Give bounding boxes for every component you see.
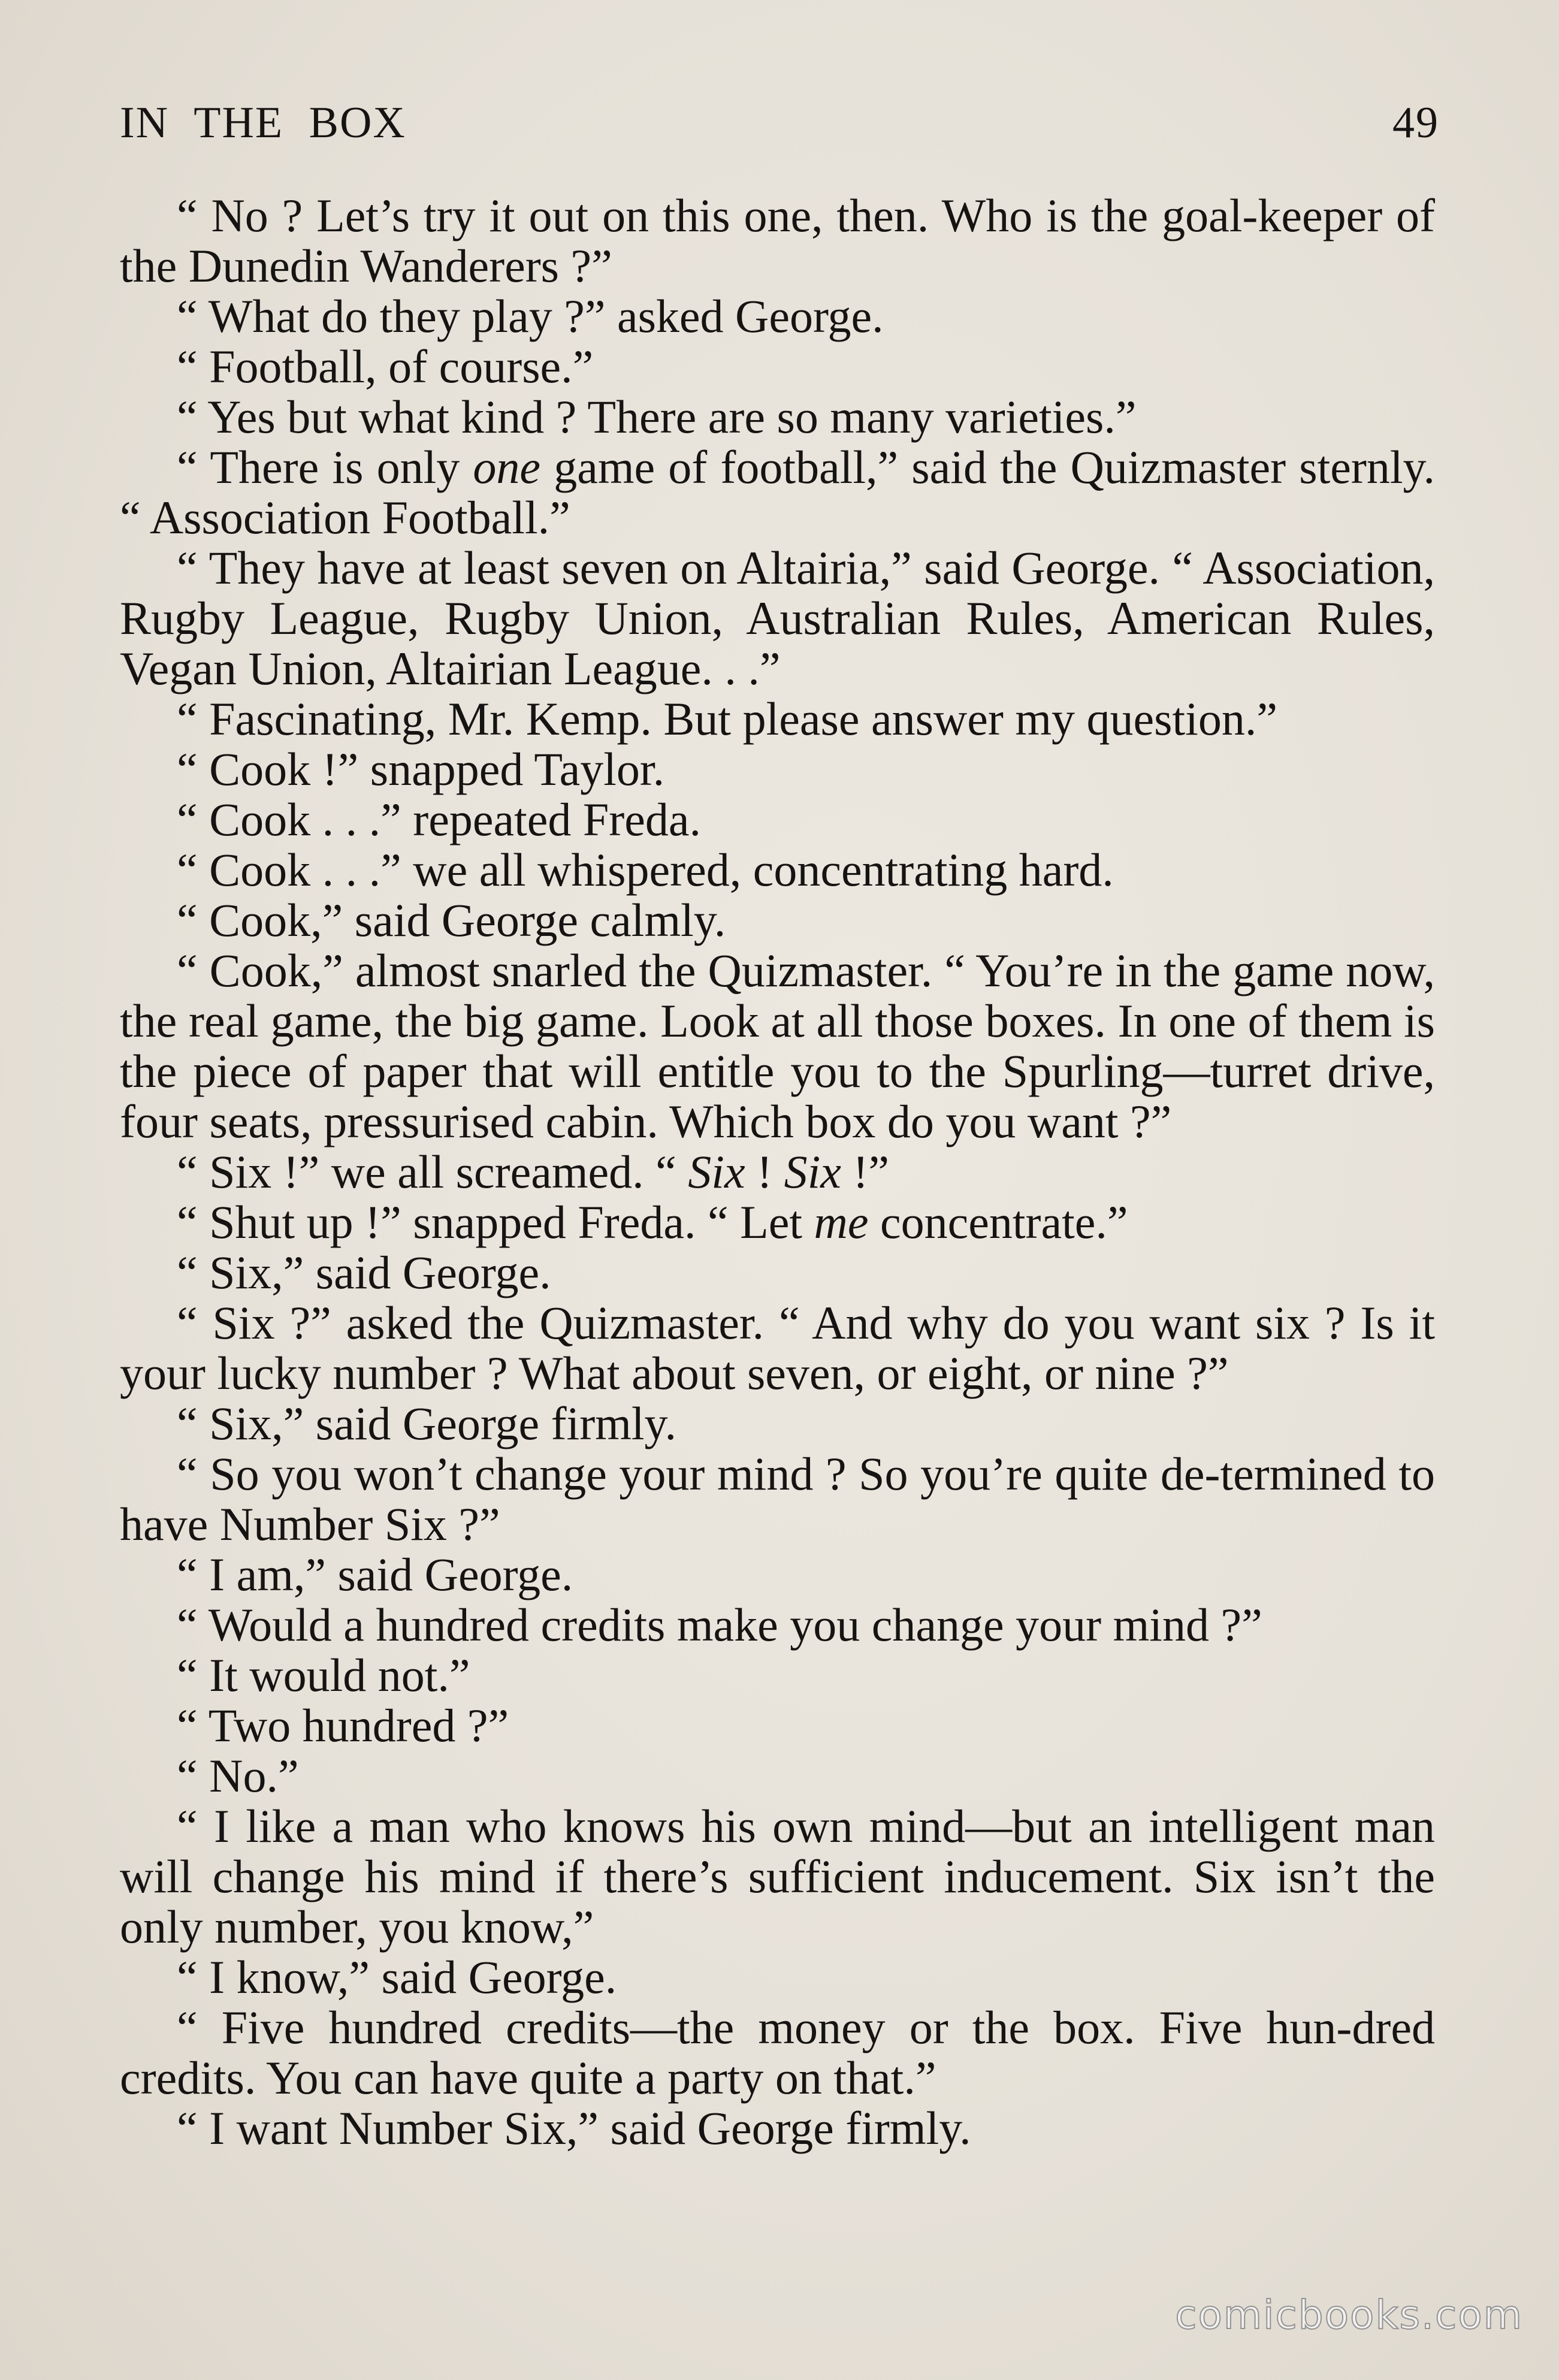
paragraph: “ Fascinating, Mr. Kemp. But please answer my question.” bbox=[177, 693, 1277, 745]
paragraph: “ Football, of course.” bbox=[177, 340, 594, 392]
paragraph: “ Shut up !” snapped Freda. “ Let me concentrate.” bbox=[177, 1196, 1128, 1248]
paragraph: “ Would a hundred credits make you change your mind ?” bbox=[177, 1599, 1262, 1651]
paragraph: “ Cook,” almost snarled the Quizmaster. “ You’re in the game now, the real game, the big game. Look at all those boxes. In one of them is the piece of paper that will entitle you to the Spurling—turret drive, four seats, pressurised cabin. Which box do you want ?” bbox=[120, 944, 1435, 1147]
paragraph: “ I am,” said George. bbox=[177, 1548, 573, 1600]
paragraph: “ Six,” said George. bbox=[177, 1246, 551, 1298]
paragraph: “ I want Number Six,” said George firmly. bbox=[177, 2102, 971, 2154]
paragraph: “ I like a man who knows his own mind—but an intelligent man will change his mind if there’s sufficient inducement. Six isn’t the only number, you know,” bbox=[120, 1800, 1435, 1953]
paragraph: “ Yes but what kind ? There are so many varieties.” bbox=[177, 391, 1137, 443]
running-header bbox=[120, 90, 1439, 156]
paragraph: “ No ? Let’s try it out on this one, then. Who is the goal-keeper of the Dunedin Wanderers ?” bbox=[120, 189, 1435, 292]
paragraph: “ Six ?” asked the Quizmaster. “ And why do you want six ? Is it your lucky number ? What about seven, or eight, or nine ?” bbox=[120, 1297, 1435, 1399]
watermark: comicbooks.com bbox=[1175, 2292, 1523, 2338]
paragraph: “ I know,” said George. bbox=[177, 1951, 617, 2003]
paragraph: “ Cook . . .” we all whispered, concentrating hard. bbox=[177, 844, 1114, 896]
paragraph: “ What do they play ?” asked George. bbox=[177, 290, 884, 342]
paragraph: “ Five hundred credits—the money or the box. Five hun-dred credits. You can have quite a party on that.” bbox=[120, 2001, 1435, 2104]
paragraph: “ They have at least seven on Altairia,” said George. “ Association, Rugby League, Rugby Union, Australian Rules, American Rules, Vegan Union, Altairian League. . .” bbox=[120, 542, 1435, 694]
paragraph: “ Two hundred ?” bbox=[177, 1699, 509, 1751]
paragraph: “ Six !” we all screamed. “ Six ! Six !” bbox=[177, 1146, 889, 1198]
paragraph: “ Cook . . .” repeated Freda. bbox=[177, 793, 701, 845]
body-text bbox=[120, 191, 1435, 2154]
paragraph: “ Cook !” snapped Taylor. bbox=[177, 743, 665, 795]
paragraph: “ Six,” said George firmly. bbox=[177, 1397, 676, 1449]
running-title: IN THE BOX bbox=[120, 98, 406, 147]
paragraph: “ There is only one game of football,” said the Quizmaster sternly. “ Association Football.” bbox=[120, 441, 1435, 543]
paragraph: “ So you won’t change your mind ? So you’re quite de-termined to have Number Six ?” bbox=[120, 1448, 1435, 1550]
paragraph: “ No.” bbox=[177, 1750, 299, 1802]
page-number: 49 bbox=[1392, 98, 1439, 147]
paragraph: “ It would not.” bbox=[177, 1649, 470, 1701]
paragraph: “ Cook,” said George calmly. bbox=[177, 894, 726, 946]
